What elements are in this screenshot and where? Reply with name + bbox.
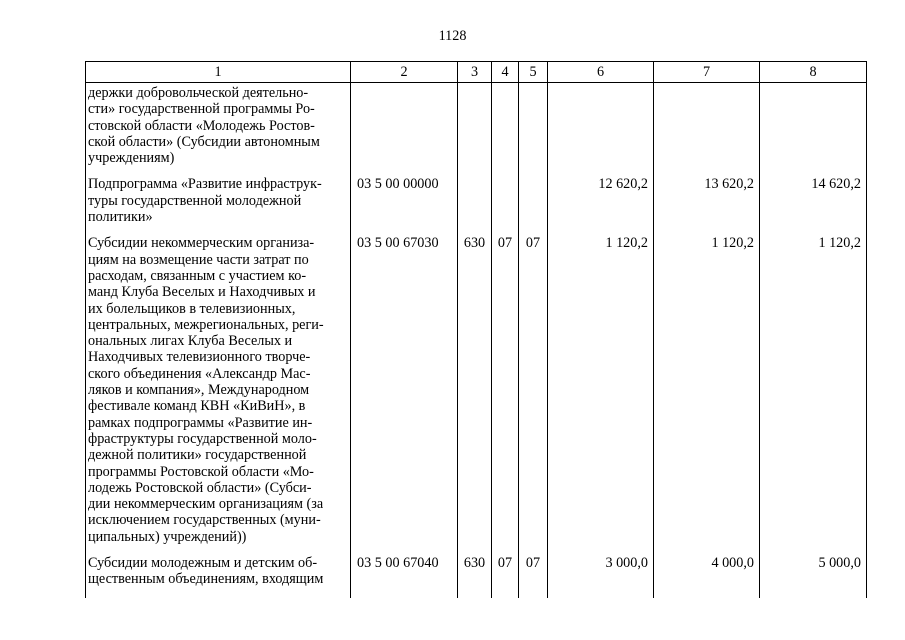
row-code: 03 5 00 00000 [351,176,458,235]
description-line: учреждениям) [88,150,175,167]
row-col-5: 07 [519,555,548,598]
description-line: рамках подпрограммы «Развитие ин- [88,414,313,431]
row-col-3: 630 [458,235,492,555]
description-line: сти» государственной программы Ро- [88,101,315,118]
table-row [86,176,867,235]
description-line: ской области» (Субсидии автономным [88,133,320,150]
row-description [86,555,351,598]
description-line: циям на возмещение части затрат по [88,251,309,268]
row-description [86,83,351,177]
description-line: лодежь Ростовской области» (Субси- [88,479,312,496]
row-col-3 [458,176,492,235]
description-line: фраструктуры государственной моло- [88,430,317,447]
table-row [86,555,867,598]
page-number: 1128 [438,28,467,44]
header-col-7: 7 [654,62,760,83]
description-line: Подпрограмма «Развитие инфраструк- [88,176,322,193]
row-amount-7 [654,83,760,177]
row-col-3: 630 [458,555,492,598]
description-line: ципальных) учреждений)) [88,528,247,545]
header-col-6: 6 [548,62,654,83]
row-amount-6: 1 120,2 [548,235,654,555]
row-amount-6: 12 620,2 [548,176,654,235]
description-line: расходам, связанным с участием ко- [88,267,307,284]
row-description [86,235,351,555]
description-line: туры государственной молодежной [88,192,302,209]
description-line: щественным объединениям, входящим [88,571,324,588]
description-line: стовской области «Молодежь Ростов- [88,117,315,134]
description-line: политики» [88,209,153,226]
description-line: программы Ростовской области «Мо- [88,463,314,480]
description-line: исключением государственных (муни- [88,512,321,529]
description-line: ского объединения «Александр Мас- [88,365,311,382]
row-col-5 [519,83,548,177]
description-line: держки добровольческой деятельно- [88,85,309,101]
table-body [86,83,867,598]
header-col-3: 3 [458,62,492,83]
row-amount-6 [548,83,654,177]
row-amount-7: 4 000,0 [654,555,760,598]
description-line: фестивале команд КВН «КиВиН», в [88,398,306,415]
row-amount-8 [760,83,867,177]
table-row [86,235,867,555]
header-col-1: 1 [86,62,351,83]
row-amount-6: 3 000,0 [548,555,654,598]
row-col-4: 07 [492,555,519,598]
header-col-8: 8 [760,62,867,83]
header-col-4: 4 [492,62,519,83]
description-line: дии некоммерческим организациям (за [88,496,324,513]
description-line: дежной политики» государственной [88,447,307,464]
description-line: их болельщиков в телевизионных, [88,300,296,317]
row-col-4 [492,176,519,235]
description-line: Находчивых телевизионного творче- [88,349,311,366]
description-line: ляков и компания», Международном [88,382,310,399]
row-col-3 [458,83,492,177]
row-code: 03 5 00 67030 [351,235,458,555]
budget-table [85,61,867,598]
row-col-5 [519,176,548,235]
description-line: Субсидии молодежным и детским об- [88,555,318,572]
row-code: 03 5 00 67040 [351,555,458,598]
row-description [86,176,351,235]
row-amount-8: 14 620,2 [760,176,867,235]
row-amount-8: 1 120,2 [760,235,867,555]
header-col-2: 2 [351,62,458,83]
header-col-5: 5 [519,62,548,83]
row-col-4 [492,83,519,177]
row-amount-7: 13 620,2 [654,176,760,235]
description-line: манд Клуба Веселых и Находчивых и [88,284,316,301]
row-amount-7: 1 120,2 [654,235,760,555]
description-line: ональных лигах Клуба Веселых и [88,333,293,350]
row-code [351,83,458,177]
description-line: Субсидии некоммерческим организа- [88,235,315,252]
row-col-5: 07 [519,235,548,555]
row-col-4: 07 [492,235,519,555]
description-line: центральных, межрегиональных, реги- [88,316,324,333]
table-row [86,83,867,177]
row-amount-8: 5 000,0 [760,555,867,598]
table-header-row [86,62,867,83]
